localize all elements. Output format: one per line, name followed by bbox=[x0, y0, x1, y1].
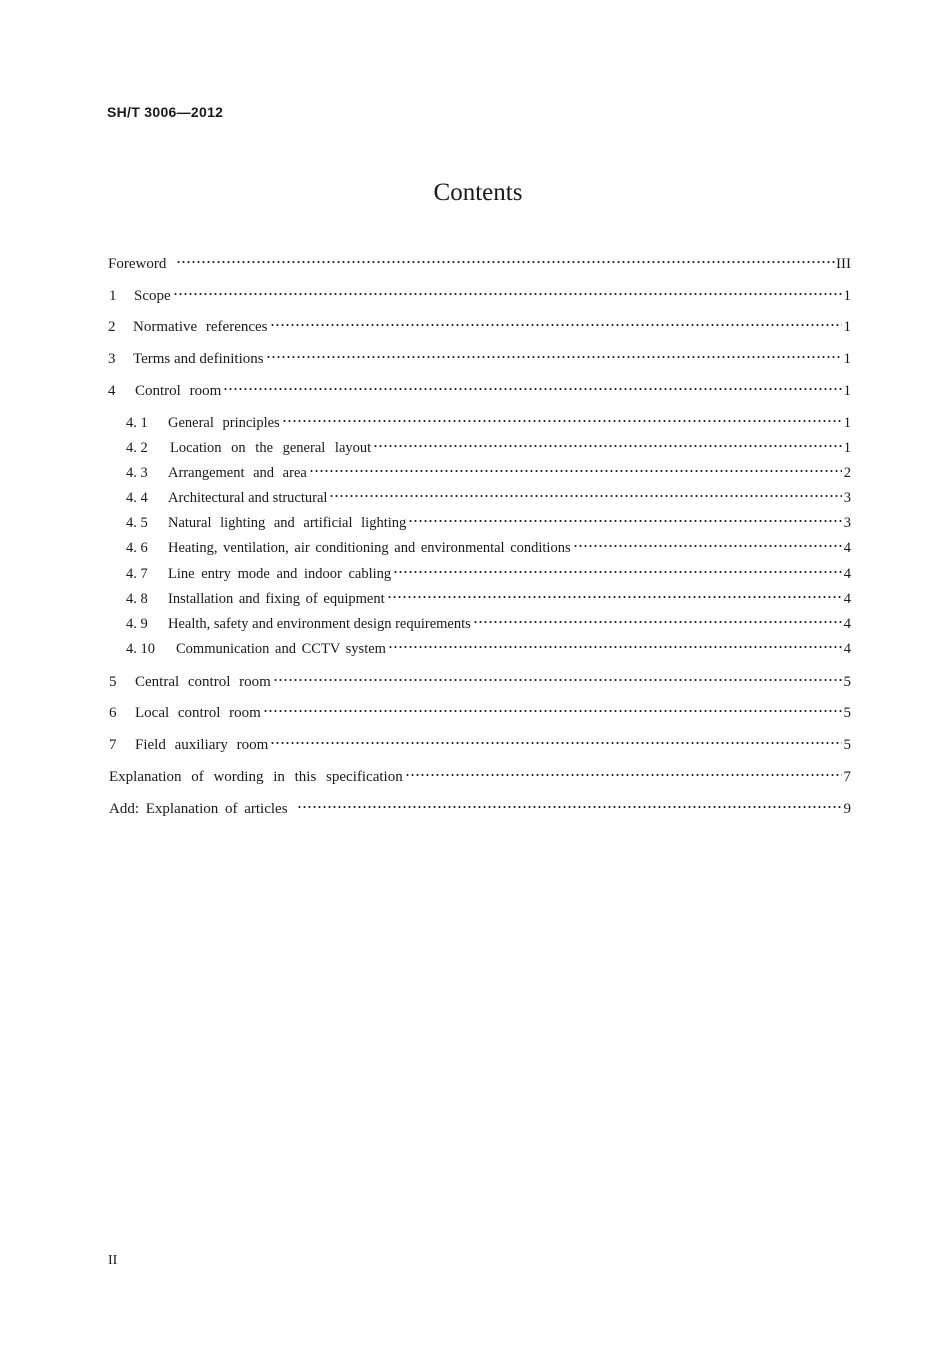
toc-entry-number: 4. 7 bbox=[126, 566, 148, 582]
toc-entry-number: 2 bbox=[108, 319, 116, 335]
toc-entry-4-1[interactable] bbox=[126, 413, 851, 433]
toc-entry-page: 3 bbox=[843, 490, 851, 506]
toc-entry-page: III bbox=[836, 256, 851, 272]
toc-entry-explanation-of-articles[interactable] bbox=[109, 799, 851, 819]
toc-entry-label: Central control room bbox=[135, 674, 271, 690]
toc-entry-label: Architectural and structural bbox=[168, 490, 328, 506]
toc-entry-number: 3 bbox=[108, 351, 116, 367]
toc-entry-number: 4. 8 bbox=[126, 591, 148, 607]
dot-leader bbox=[387, 595, 842, 599]
toc-entry-label: General principles bbox=[168, 415, 280, 431]
toc-entry-terms-and-definitions[interactable] bbox=[108, 349, 851, 369]
toc-entry-page: 4 bbox=[843, 591, 851, 607]
dot-leader bbox=[405, 773, 842, 777]
dot-leader bbox=[273, 678, 842, 682]
dot-leader bbox=[309, 469, 842, 473]
toc-entry-field-auxiliary-room[interactable] bbox=[109, 735, 851, 755]
toc-entry-4-3[interactable] bbox=[126, 463, 851, 483]
toc-entry-scope[interactable] bbox=[109, 286, 851, 306]
toc-entry-page: 4 bbox=[843, 641, 851, 657]
toc-entry-page: 4 bbox=[843, 616, 851, 632]
toc-entry-label: Control room bbox=[135, 383, 222, 399]
toc-entry-number: 4. 9 bbox=[126, 616, 148, 632]
toc-entry-label: Terms and definitions bbox=[133, 351, 264, 367]
toc-entry-label: Arrangement and area bbox=[168, 465, 307, 481]
dot-leader bbox=[329, 494, 842, 498]
dot-leader bbox=[266, 355, 842, 359]
toc-entry-normative-references[interactable] bbox=[108, 317, 851, 337]
dot-leader bbox=[173, 292, 842, 296]
toc-entry-label: Scope bbox=[134, 288, 171, 304]
toc-entry-label: Normative references bbox=[133, 319, 268, 335]
dot-leader bbox=[270, 323, 842, 327]
page-number: II bbox=[108, 1253, 118, 1268]
toc-entry-page: 1 bbox=[843, 383, 851, 399]
toc-entry-page: 5 bbox=[843, 674, 851, 690]
toc-entry-label: Health, safety and environment design requirements bbox=[168, 616, 471, 632]
toc-entry-control-room[interactable] bbox=[108, 381, 851, 401]
toc-entry-4-2[interactable] bbox=[126, 438, 851, 458]
toc-entry-4-10[interactable] bbox=[126, 639, 851, 659]
dot-leader bbox=[223, 387, 842, 391]
toc-entry-number: 4. 6 bbox=[126, 540, 148, 556]
toc-entry-page: 3 bbox=[843, 515, 851, 531]
dot-leader bbox=[393, 570, 842, 574]
dot-leader bbox=[176, 260, 835, 264]
toc-entry-number: 6 bbox=[109, 705, 117, 721]
toc-entry-page: 1 bbox=[843, 319, 851, 335]
toc-entry-page: 1 bbox=[843, 440, 851, 456]
toc-entry-page: 4 bbox=[843, 566, 851, 582]
dot-leader bbox=[388, 645, 842, 649]
toc-entry-number: 4. 1 bbox=[126, 415, 148, 431]
toc-entry-explanation-of-wording[interactable] bbox=[109, 767, 851, 787]
toc-entry-label: Natural lighting and artificial lighting bbox=[168, 515, 407, 531]
toc-entry-number: 5 bbox=[109, 674, 117, 690]
toc-entry-label: Field auxiliary room bbox=[135, 737, 269, 753]
toc-entry-label: Location on the general layout bbox=[170, 440, 372, 456]
toc-entry-4-8[interactable] bbox=[126, 589, 851, 609]
toc-entry-4-6[interactable] bbox=[126, 538, 851, 558]
toc-entry-page: 1 bbox=[843, 351, 851, 367]
page-title: Contents bbox=[433, 179, 523, 206]
toc-entry-number: 4. 10 bbox=[126, 641, 155, 657]
dot-leader bbox=[297, 805, 842, 809]
toc-entry-number: 4. 3 bbox=[126, 465, 148, 481]
toc-entry-4-4[interactable] bbox=[126, 488, 851, 508]
toc-entry-number: 4. 5 bbox=[126, 515, 148, 531]
dot-leader bbox=[282, 419, 842, 423]
dot-leader bbox=[270, 741, 842, 745]
toc-entry-page: 1 bbox=[843, 415, 851, 431]
toc-entry-page: 4 bbox=[843, 540, 851, 556]
toc-entry-number: 4 bbox=[108, 383, 116, 399]
toc-entry-number: 4. 2 bbox=[126, 440, 148, 456]
toc-entry-label: Line entry mode and indoor cabling bbox=[168, 566, 392, 582]
toc-entry-page: 5 bbox=[843, 705, 851, 721]
toc-entry-label: Foreword bbox=[108, 256, 167, 272]
dot-leader bbox=[573, 544, 842, 548]
dot-leader bbox=[473, 620, 842, 624]
toc-entry-label: Heating, ventilation, air conditioning and environmental conditions bbox=[168, 540, 571, 556]
toc-entry-label: Communication and CCTV system bbox=[176, 641, 386, 657]
toc-entry-foreword[interactable] bbox=[108, 254, 851, 274]
dot-leader bbox=[408, 519, 842, 523]
dot-leader bbox=[373, 444, 842, 448]
toc-entry-number: 7 bbox=[109, 737, 117, 753]
toc-entry-label: Local control room bbox=[135, 705, 261, 721]
toc-entry-number: 1 bbox=[109, 288, 117, 304]
toc-entry-page: 2 bbox=[843, 465, 851, 481]
toc-entry-number: 4. 4 bbox=[126, 490, 148, 506]
toc-entry-central-control-room[interactable] bbox=[109, 672, 851, 692]
dot-leader bbox=[263, 709, 842, 713]
toc-entry-local-control-room[interactable] bbox=[109, 703, 851, 723]
toc-entry-page: 1 bbox=[843, 288, 851, 304]
toc-entry-page: 7 bbox=[843, 769, 851, 785]
toc-entry-4-7[interactable] bbox=[126, 564, 851, 584]
toc-entry-label: Installation and fixing of equipment bbox=[168, 591, 385, 607]
toc-entry-4-5[interactable] bbox=[126, 513, 851, 533]
toc-entry-label: Explanation of wording in this specification bbox=[109, 769, 403, 785]
toc-entry-label: Add: Explanation of articles bbox=[109, 801, 288, 817]
toc-entry-page: 5 bbox=[843, 737, 851, 753]
toc-entry-4-9[interactable] bbox=[126, 614, 851, 634]
document-code: SH/T 3006—2012 bbox=[107, 104, 224, 120]
toc-entry-page: 9 bbox=[843, 801, 851, 817]
